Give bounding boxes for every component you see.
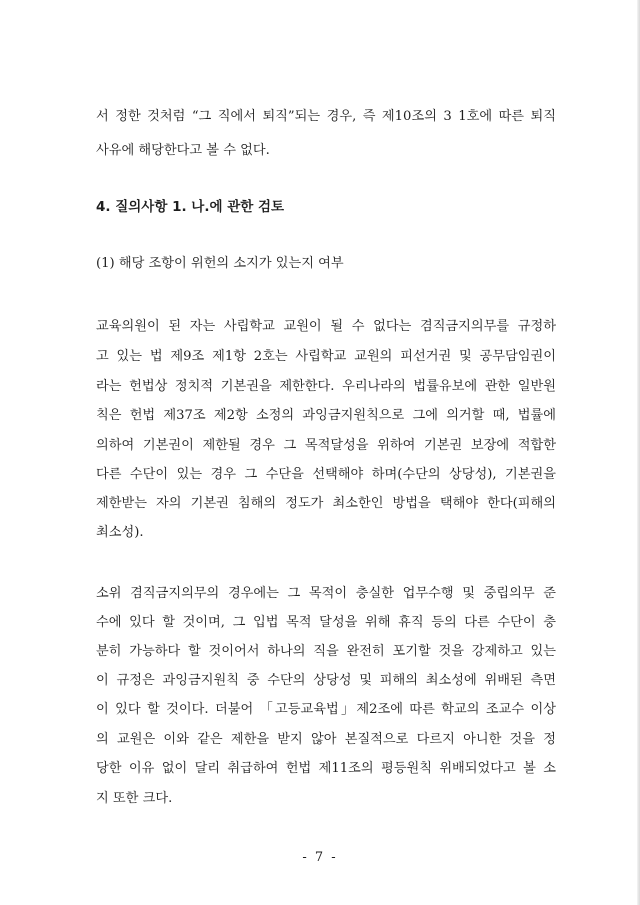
paragraph2-line: 당한 이유 없이 달리 취급하여 헌법 제11조의 평등원칙 위배되었다고 볼 소 <box>96 761 556 776</box>
subsection-heading: (1) 해당 조항이 위헌의 소지가 있는지 여부 <box>96 256 344 271</box>
paragraph2-line: 의 교원은 이와 같은 제한을 받지 않아 본질적으로 다르지 아니한 것을 정 <box>96 732 556 747</box>
paragraph2-line: 지 또한 크다. <box>96 791 173 806</box>
paragraph1-line: 최소성). <box>96 525 144 540</box>
paragraph2-line: 수에 있다 할 것이며, 그 입법 목적 달성을 위해 휴직 등의 다른 수단이 충 <box>96 615 556 630</box>
paragraph2-line: 이 있다 할 것이다. 더불어 「고등교육법」제2조에 따른 학교의 조교수 이상 <box>96 702 556 717</box>
paragraph1-line: 다른 수단이 있는 경우 그 수단을 선택해야 하며(수단의 상당성), 기본권을 <box>96 467 556 482</box>
page-number: - 7 - <box>302 850 338 865</box>
paragraph2-line: 이 규정은 과잉금지원칙 중 수단의 상당성 및 피해의 최소성에 위배된 측면 <box>96 673 556 688</box>
paragraph2-line: 소위 겸직금지의무의 경우에는 그 목적이 충실한 업무수행 및 중립의무 준 <box>96 586 556 601</box>
paragraph1-line: 제한받는 자의 기본권 침해의 정도가 최소한인 방법을 택해야 한다(피해의 <box>96 496 556 511</box>
intro-line: 서 정한 것처럼 “그 직에서 퇴직”되는 경우, 즉 제10조의 3 1호에 따른 퇴직 <box>96 109 556 124</box>
intro-line: 사유에 해당한다고 볼 수 없다. <box>96 143 270 158</box>
section-heading: 4. 질의사항 1. 나.에 관한 검토 <box>96 199 285 215</box>
paragraph1-line: 교육의원이 된 자는 사립학교 교원이 될 수 없다는 겸직금지의무를 규정하 <box>96 319 556 334</box>
paragraph1-line: 의하여 기본권이 제한될 경우 그 목적달성을 위하여 기본권 보장에 적합한 <box>96 438 556 453</box>
paragraph1-line: 라는 헌법상 정치적 기본권을 제한한다. 우리나라의 법률유보에 관한 일반원 <box>96 379 556 394</box>
paragraph1-line: 칙은 헌법 제37조 제2항 소정의 과잉금지원칙으로 그에 의거할 때, 법률에 <box>96 408 556 423</box>
paragraph2-line: 분히 가능하다 할 것이어서 하나의 직을 완전히 포기할 것을 강제하고 있는 <box>96 644 556 659</box>
paragraph1-line: 고 있는 법 제9조 제1항 2호는 사립학교 교원의 피선거권 및 공무담임권이 <box>96 349 556 364</box>
